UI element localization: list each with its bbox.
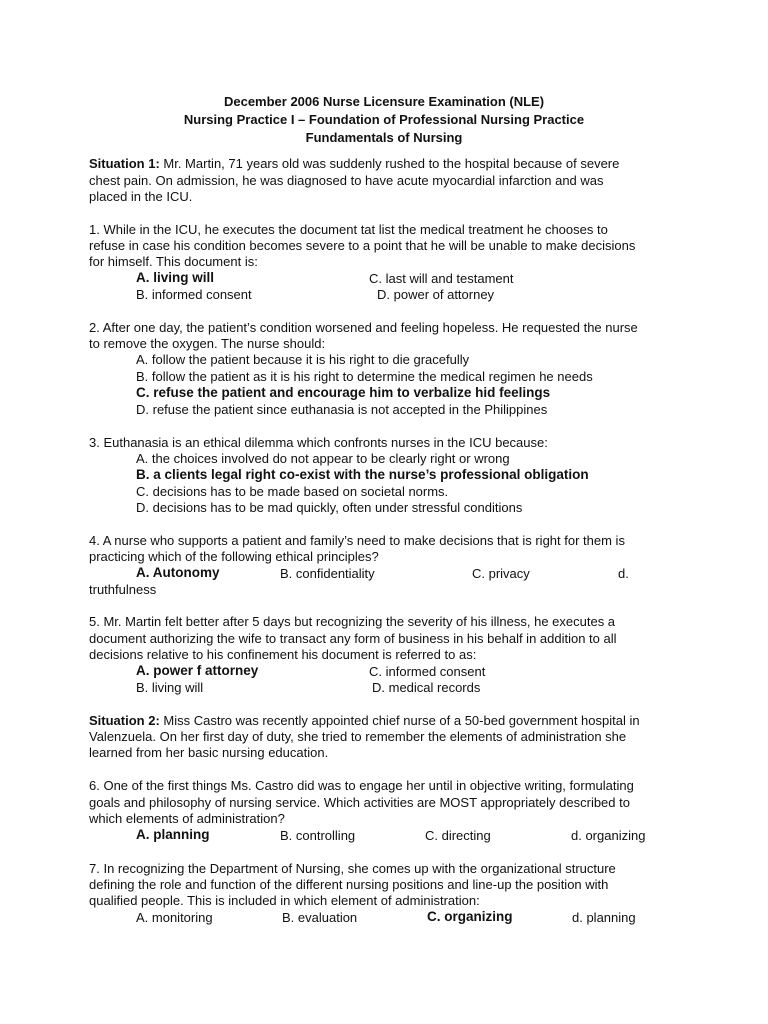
q2-option-d: D. refuse the patient since euthanasia is not accepted in the Philippines <box>136 402 548 417</box>
q5-option-c: C. informed consent <box>369 664 486 679</box>
q5-text: document authorizing the wife to transact any form of business in his behalf in addition to all <box>89 631 617 646</box>
q6-option-a-answer: A. planning <box>136 827 210 842</box>
header-exam-title: December 2006 Nurse Licensure Examination (NLE) <box>223 94 545 109</box>
q1-option-c: C. last will and testament <box>369 271 514 286</box>
header-subject: Nursing Practice I – Foundation of Professional Nursing Practice <box>183 112 585 127</box>
q2-option-b: B. follow the patient as it is his right to determine the medical regimen he needs <box>136 369 593 384</box>
situation1-line: Situation 1: Mr. Martin, 71 years old was suddenly rushed to the hospital because of severe <box>89 156 620 171</box>
q3-option-c: C. decisions has to be made based on societal norms. <box>136 484 449 499</box>
q4-option-d-continued: truthfulness <box>89 582 157 597</box>
q2-text: to remove the oxygen. The nurse should: <box>89 336 326 351</box>
q7-option-d: d. planning <box>572 910 636 925</box>
q5-option-d: D. medical records <box>372 680 481 695</box>
q4-text: practicing which of the following ethical principles? <box>89 549 379 564</box>
q1-option-b: B. informed consent <box>136 287 252 302</box>
q2-text: 2. After one day, the patient’s condition worsened and feeling hopeless. He requested the nurse <box>89 320 638 335</box>
q1-option-d: D. power of attorney <box>377 287 495 302</box>
q1-text: 1. While in the ICU, he executes the document tat list the medical treatment he chooses to <box>89 222 608 237</box>
situation2-line: Situation 2: Miss Castro was recently appointed chief nurse of a 50-bed government hospital in <box>89 713 640 728</box>
q3-text: 3. Euthanasia is an ethical dilemma which confronts nurses in the ICU because: <box>89 435 548 450</box>
q1-text: refuse in case his condition becomes severe to a point that he will be unable to make decisions <box>89 238 636 253</box>
q5-text: 5. Mr. Martin felt better after 5 days but recognizing the severity of his illness, he executes a <box>89 614 616 629</box>
document-header <box>0 93 768 147</box>
situation1-label: Situation 1: <box>89 156 160 171</box>
q1-text: for himself. This document is: <box>89 254 258 269</box>
q3-option-a: A. the choices involved do not appear to be clearly right or wrong <box>136 451 510 466</box>
q7-text: 7. In recognizing the Department of Nursing, she comes up with the organizational structure <box>89 861 616 876</box>
q4-option-b: B. confidentiality <box>280 566 375 581</box>
q6-option-c: C. directing <box>425 828 491 843</box>
q4-text: 4. A nurse who supports a patient and family’s need to make decisions that is right for them is <box>89 533 625 548</box>
q7-option-c-answer: C. organizing <box>427 909 513 924</box>
q6-option-d: d. organizing <box>571 828 646 843</box>
q7-text: defining the role and function of the different nursing positions and line-up the position with <box>89 877 609 892</box>
situation2-line: learned from her basic nursing education. <box>89 745 329 760</box>
q3-option-d: D. decisions has to be mad quickly, often under stressful conditions <box>136 500 523 515</box>
q4-option-d: d. <box>618 566 629 581</box>
q6-option-b: B. controlling <box>280 828 356 843</box>
header-topic: Fundamentals of Nursing <box>305 130 463 145</box>
q3-option-b-answer: B. a clients legal right co-exist with the nurse’s professional obligation <box>136 467 589 482</box>
q5-option-a-answer: A. power f attorney <box>136 663 259 678</box>
q7-option-a: A. monitoring <box>136 910 213 925</box>
situation1-line: chest pain. On admission, he was diagnosed to have acute myocardial infarction and was <box>89 173 604 188</box>
q4-option-a-answer: A. Autonomy <box>136 565 220 580</box>
q6-text: 6. One of the first things Ms. Castro did was to engage her until in objective writing, formulating <box>89 778 634 793</box>
q4-option-c: C. privacy <box>472 566 530 581</box>
q2-option-c-answer: C. refuse the patient and encourage him to verbalize hid feelings <box>136 385 551 400</box>
situation2-line: Valenzuela. On her first day of duty, she tried to remember the elements of administration she <box>89 729 627 744</box>
q7-option-b: B. evaluation <box>282 910 358 925</box>
q1-option-a-answer: A. living will <box>136 270 215 285</box>
q6-text: which elements of administration? <box>89 811 285 826</box>
q7-text: qualified people. This is included in which element of administration: <box>89 893 480 908</box>
q2-option-a: A. follow the patient because it is his right to die gracefully <box>136 352 470 367</box>
q6-text: goals and philosophy of nursing service. Which activities are MOST appropriately described to <box>89 795 630 810</box>
situation2-label: Situation 2: <box>89 713 160 728</box>
q5-text: decisions relative to his confinement his document is referred to as: <box>89 647 477 662</box>
situation1-line: placed in the ICU. <box>89 189 193 204</box>
q5-option-b: B. living will <box>136 680 204 695</box>
